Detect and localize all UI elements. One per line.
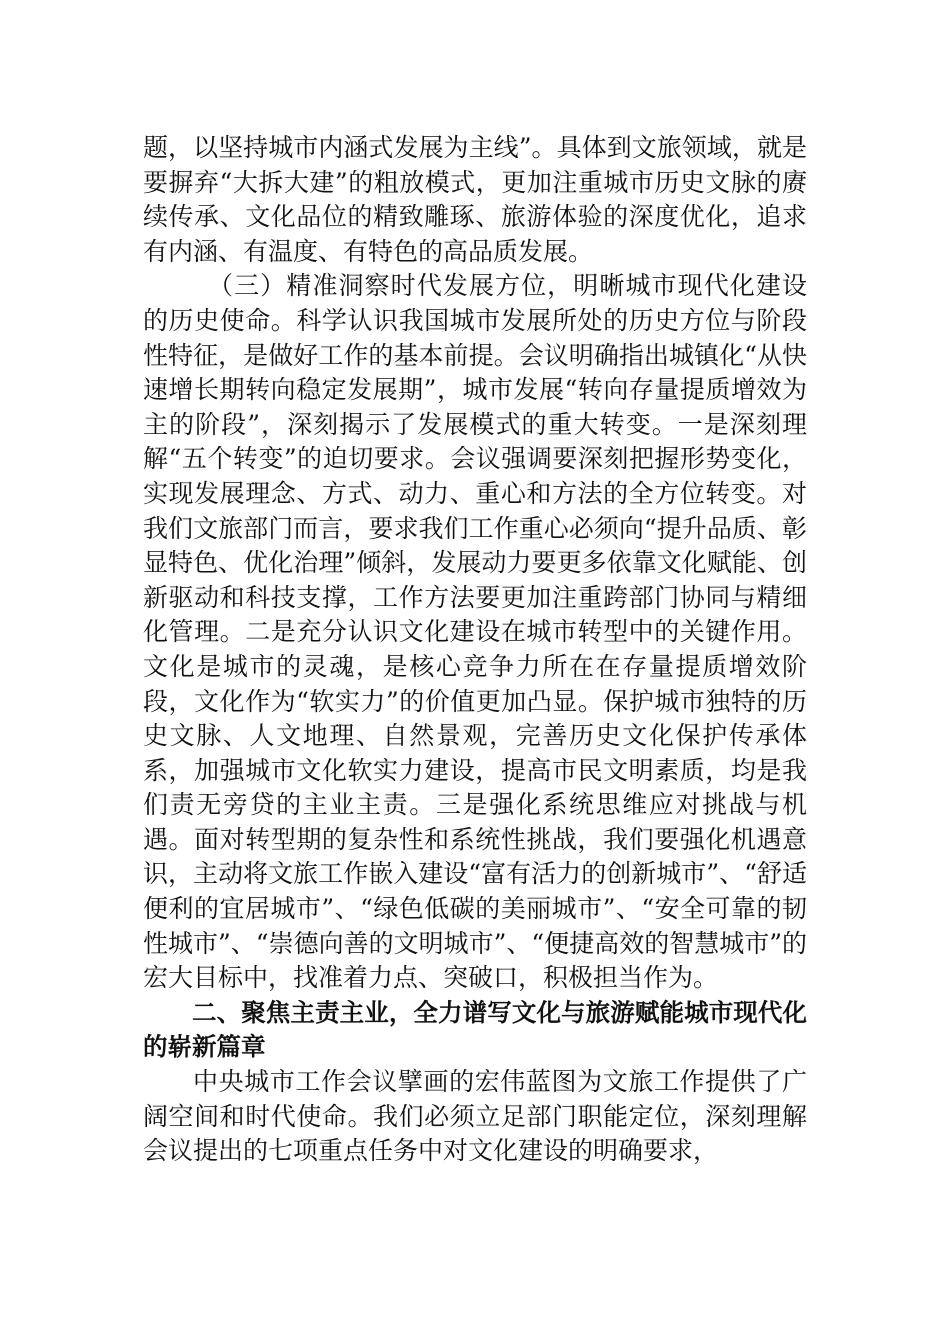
paragraph-continuation: 题，以坚持城市内涵式发展为主线”。具体到文旅领域，就是要摒弃“大拆大建”的粗放模式，更加注重城市历史文脉的赓续传承、文化品位的精致雕琢、旅游体验的深度优化，追求有内涵、有温度、有特色的高品质发展。: [143, 133, 807, 266]
paragraph-section-intro: 中央城市工作会议擘画的宏伟蓝图为文旅工作提供了广阔空间和时代使命。我们必须立足部门职能定位，深刻理解会议提出的七项重点任务中对文化建设的明确要求，: [143, 1067, 807, 1166]
paragraph-section-three: （三）精准洞察时代发展方位，明晰城市现代化建设的历史使命。科学认识我国城市发展所处的历史方位与阶段性特征，是做好工作的基本前提。会议明确指出城镇化“从快速增长期转向稳定发展期”，城市发展“转向存量提质增效为主的阶段”，深刻揭示了发展模式的重大转变。一是深刻理解“五个转变”的迫切要求。会议强调要深刻把握形势变化，实现发展理念、方式、动力、重心和方法的全方位转变。对我们文旅部门而言，要求我们工作重心必须向“提升品质、彰显特色、优化治理”倾斜，发展动力要更多依靠文化赋能、创新驱动和科技支撑，工作方法要更加注重跨部门协同与精细化管理。二是充分认识文化建设在城市转型中的关键作用。文化是城市的灵魂，是核心竞争力所在在存量提质增效阶段，文化作为“软实力”的价值更加凸显。保护城市独特的历史文脉、人文地理、自然景观，完善历史文化保护传承体系，加强城市文化软实力建设，提高市民文明素质，均是我们责无旁贷的主业主责。三是强化系统思维应对挑战与机遇。面对转型期的复杂性和系统性挑战，我们要强化机遇意识，主动将文旅工作嵌入建设“富有活力的创新城市”、“舒适便利的宜居城市”、“绿色低碳的美丽城市”、“安全可靠的韧性城市”、“崇德向善的文明城市”、“便捷高效的智慧城市”的宏大目标中，找准着力点、突破口，积极担当作为。: [143, 271, 807, 993]
section-heading: 二、聚焦主责主业，全力谱写文化与旅游赋能城市现代化的崭新篇章: [143, 997, 807, 1062]
document-body: [143, 131, 807, 1169]
